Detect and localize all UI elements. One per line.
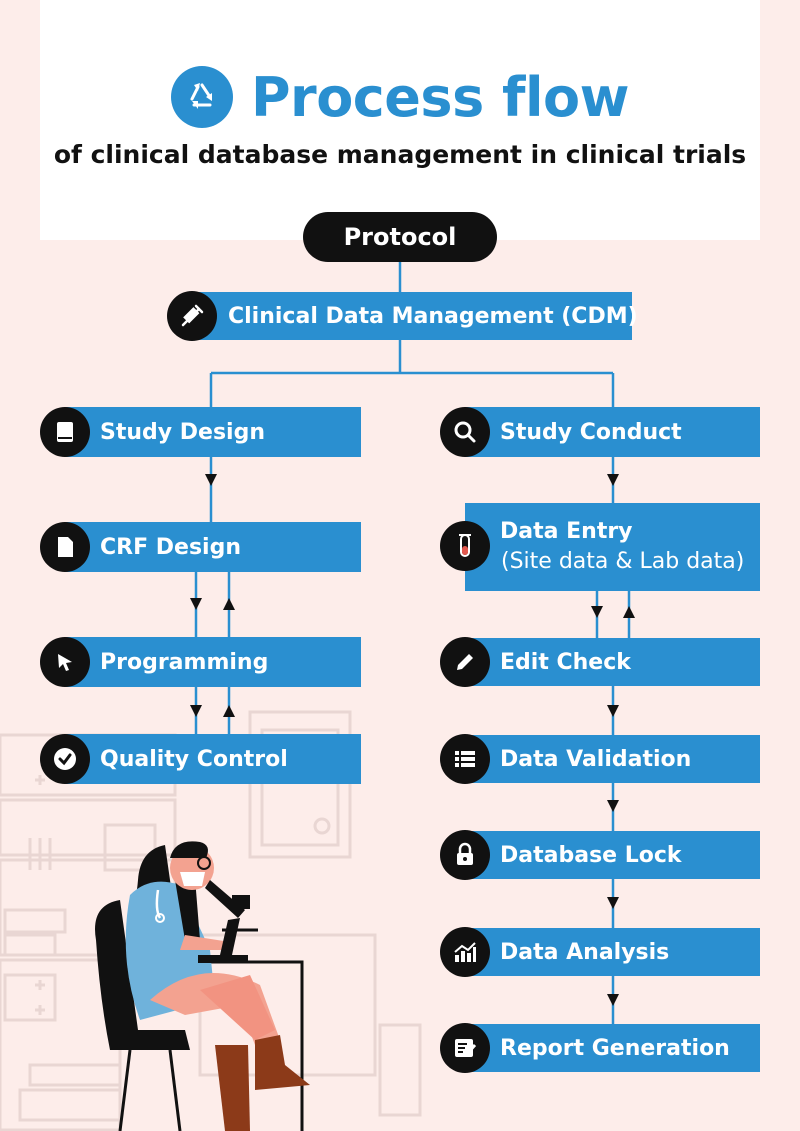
step-report-generation: Report Generation: [465, 1024, 760, 1072]
step-edit-check: Edit Check: [465, 638, 760, 686]
step-programming: Programming: [66, 637, 361, 687]
data-entry-sublabel: (Site data & Lab data): [501, 549, 745, 574]
step-crf-design: CRF Design: [66, 522, 361, 572]
page-title: Process flow: [250, 65, 629, 129]
step-data-analysis: Data Analysis: [465, 928, 760, 976]
step-study-conduct: Study Conduct: [465, 407, 760, 457]
step-data-entry: Data Entry (Site data & Lab data): [465, 503, 760, 591]
step-quality-control: Quality Control: [66, 734, 361, 784]
protocol-pill: Protocol: [303, 212, 497, 262]
cdm-label: Clinical Data Management (CDM): [228, 303, 638, 329]
step-data-validation: Data Validation: [465, 735, 760, 783]
page-subtitle: of clinical database management in clinical trials: [53, 140, 747, 169]
step-database-lock: Database Lock: [465, 831, 760, 879]
step-study-design: Study Design: [66, 407, 361, 457]
